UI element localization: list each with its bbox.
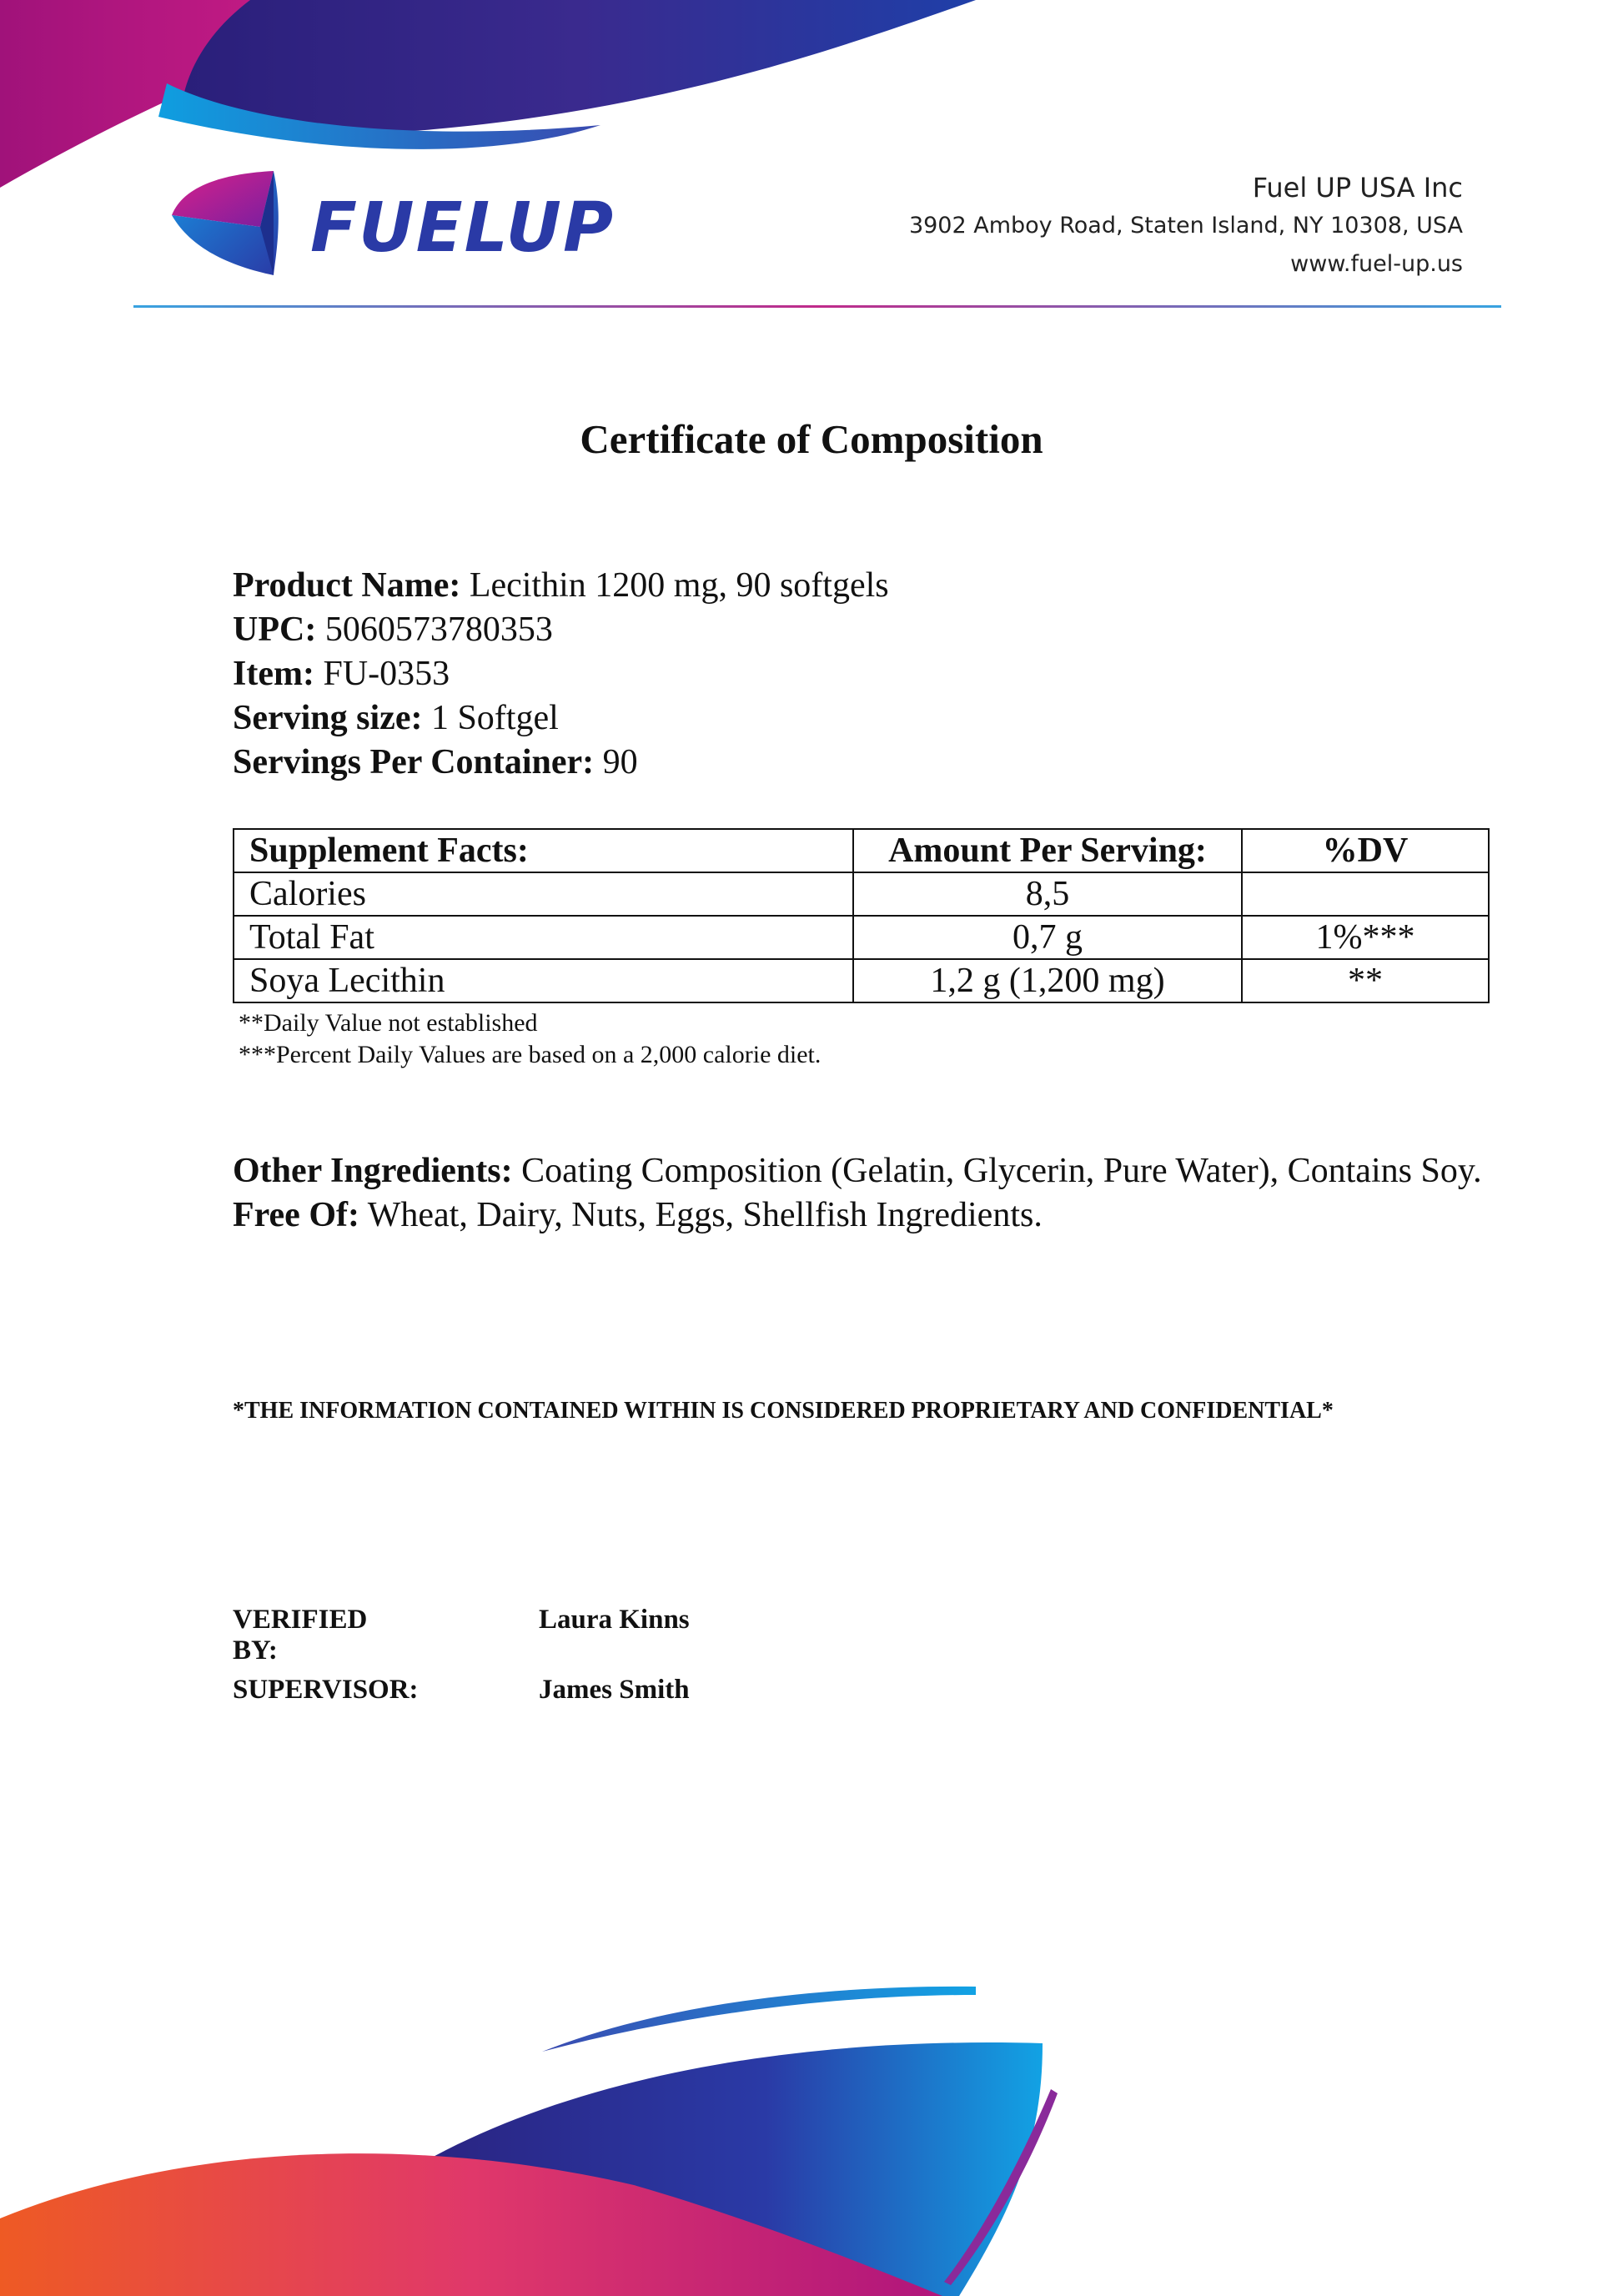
table-header-cell: Amount Per Serving: — [853, 829, 1242, 872]
upc-line: UPC: 5060573780353 — [233, 610, 553, 649]
table-row — [234, 872, 1489, 916]
serving-size-line: Serving size: 1 Softgel — [233, 699, 559, 737]
table-row — [234, 959, 1489, 1002]
table-cell: Total Fat — [234, 916, 853, 959]
company-website[interactable]: www.fuel-up.us — [1290, 251, 1463, 277]
table-cell — [1242, 872, 1489, 916]
other-ingredients-line: Other Ingredients: Coating Composition (Gelatin, Glycerin, Pure Water), Contains Soy. — [233, 1152, 1482, 1190]
table-header-cell: %DV — [1242, 829, 1489, 872]
logo-mark-icon — [167, 167, 284, 284]
table-cell: Soya Lecithin — [234, 959, 853, 1002]
footnote: ***Percent Daily Values are based on a 2,000 calorie diet. — [239, 1041, 822, 1068]
ingredients-section — [233, 1149, 1534, 1238]
document-title: Certificate of Composition — [580, 416, 1043, 462]
supervisor-label: SUPERVISOR: — [233, 1675, 419, 1705]
free-of-line: Free Of: Wheat, Dairy, Nuts, Eggs, Shellfish Ingredients. — [233, 1196, 1043, 1234]
table-header-row — [234, 829, 1489, 872]
table-cell: 8,5 — [853, 872, 1242, 916]
confidential-notice: *THE INFORMATION CONTAINED WITHIN IS CONSIDERED PROPRIETARY AND CONFIDENTIAL* — [233, 1398, 1334, 1424]
company-address: 3902 Amboy Road, Staten Island, NY 10308, USA — [908, 213, 1463, 239]
servings-per-container-line: Servings Per Container: 90 — [233, 743, 638, 781]
table-cell: Calories — [234, 872, 853, 916]
table-footnotes — [239, 1007, 821, 1071]
item-line: Item: FU-0353 — [233, 655, 450, 693]
company-name: Fuel UP USA Inc — [1252, 172, 1463, 203]
supplement-facts-table — [233, 828, 1490, 1003]
verified-by-name: Laura Kinns — [539, 1605, 690, 1635]
product-name-line: Product Name: Lecithin 1200 mg, 90 softgels — [233, 566, 889, 605]
supervisor-name: James Smith — [539, 1675, 690, 1705]
company-info — [909, 168, 1463, 284]
product-info — [233, 564, 889, 785]
verified-by-label: VERIFIED BY: — [233, 1605, 368, 1665]
table-header-cell: Supplement Facts: — [234, 829, 853, 872]
table-row — [234, 916, 1489, 959]
table-cell: 1%*** — [1242, 916, 1489, 959]
brand-logo — [167, 167, 634, 292]
table-cell: 0,7 g — [853, 916, 1242, 959]
footer-wave-decoration — [0, 1968, 1623, 2296]
brand-wordmark: FUELUP — [310, 188, 616, 268]
table-cell: ** — [1242, 959, 1489, 1002]
footnote: **Daily Value not established — [239, 1009, 538, 1037]
table-cell: 1,2 g (1,200 mg) — [853, 959, 1242, 1002]
header-divider — [133, 305, 1501, 308]
